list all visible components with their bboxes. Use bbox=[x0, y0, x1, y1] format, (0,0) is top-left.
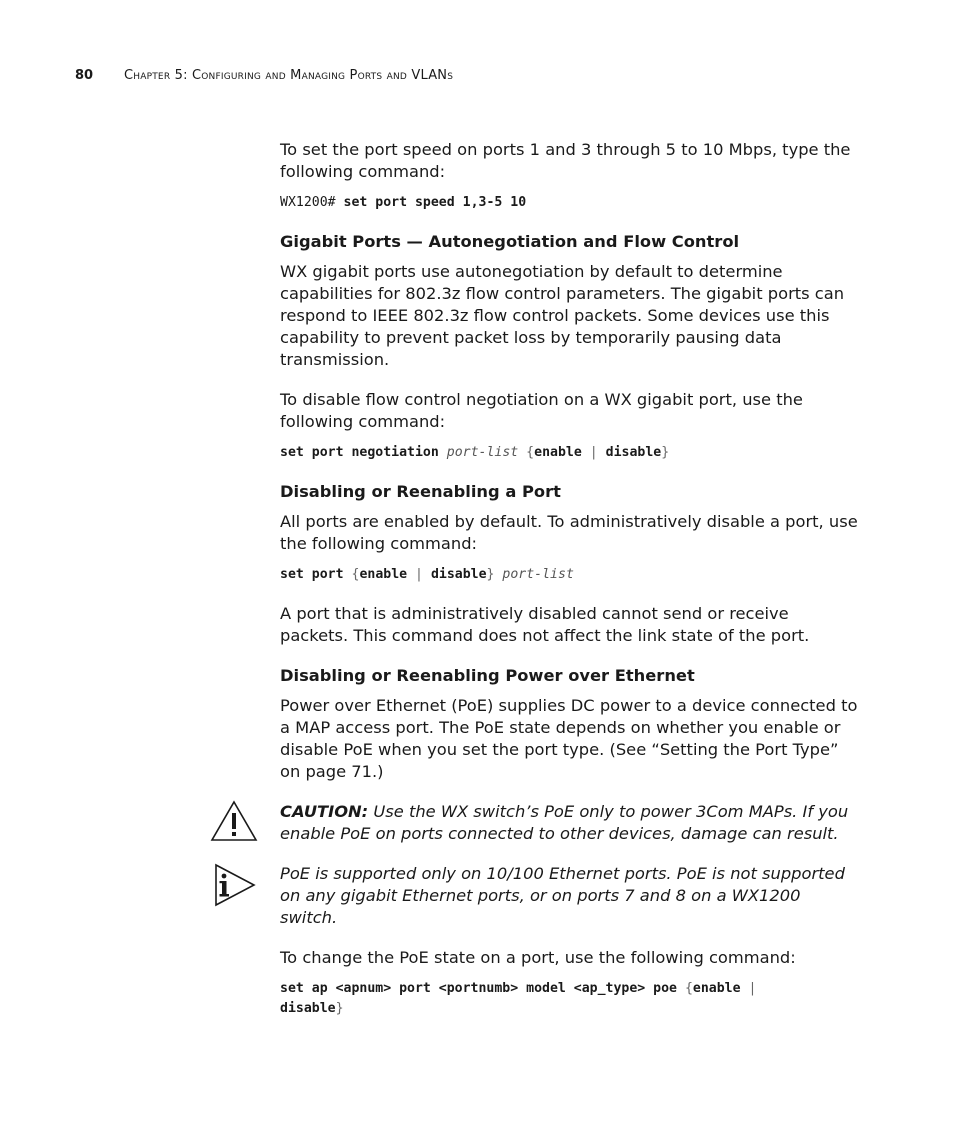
option-enable: enable bbox=[359, 567, 408, 582]
set-port-command bbox=[280, 565, 860, 585]
command-argument: port-list bbox=[502, 567, 574, 582]
page-header bbox=[75, 68, 453, 83]
poe-command bbox=[280, 979, 860, 1019]
option-enable: enable bbox=[692, 981, 741, 996]
chapter-title: Chapter 5: Configuring and Managing Ports and VLANs bbox=[124, 68, 454, 83]
command-text: set port negotiation bbox=[280, 445, 439, 460]
caution-text: Use the WX switch’s PoE only to power 3Com MAPs. If you enable PoE on ports connected to other devices, damage can result. bbox=[280, 802, 849, 843]
note-paragraph: PoE is supported only on 10/100 Ethernet ports. PoE is not supported on any gigabit Ethernet ports, or on ports 7 and 8 on a WX1200 switch. bbox=[280, 864, 845, 927]
separator: | bbox=[748, 981, 757, 996]
command-text: set port bbox=[280, 567, 344, 582]
note-block bbox=[280, 863, 860, 929]
poe-paragraph: Power over Ethernet (PoE) supplies DC power to a device connected to a MAP access port. The PoE state depends on whether you enable or disable PoE when you set the port type. (See “Setting the Port Type” on page 71.) bbox=[280, 696, 858, 781]
disable-port-paragraph: All ports are enabled by default. To administratively disable a port, use the following command: bbox=[280, 512, 858, 553]
separator: | bbox=[415, 567, 423, 582]
brace-close: } bbox=[335, 1001, 344, 1016]
gigabit-paragraph: WX gigabit ports use autonegotiation by default to determine capabilities for 802.3z flow control parameters. The gigabit ports can respond to IEEE 802.3z flow control packets. Some devices use this capability to prevent packet loss by temporarily pausing data transmission. bbox=[280, 262, 845, 369]
brace-open: { bbox=[351, 567, 360, 582]
info-note-icon bbox=[210, 863, 258, 907]
command-argument: port-list bbox=[446, 445, 519, 460]
page-body bbox=[280, 139, 860, 1019]
page-number: 80 bbox=[75, 68, 94, 83]
disable-port-heading: Disabling or Reenabling a Port bbox=[280, 482, 561, 501]
brace-open: { bbox=[684, 981, 693, 996]
option-disable: disable bbox=[430, 567, 487, 582]
command-text: set ap <apnum> port <portnumb> model <ap_type> poe bbox=[280, 981, 677, 996]
cli-prompt: WX1200# bbox=[280, 195, 336, 210]
option-disable: disable bbox=[280, 1001, 336, 1016]
command-text: set port speed 1,3-5 10 bbox=[343, 195, 527, 210]
port-speed-command bbox=[280, 193, 860, 213]
gigabit-heading: Gigabit Ports — Autonegotiation and Flow Control bbox=[280, 232, 740, 251]
brace-open: { bbox=[526, 445, 535, 460]
flow-control-paragraph: To disable flow control negotiation on a WX gigabit port, use the following command: bbox=[280, 390, 803, 431]
intro-paragraph: To set the port speed on ports 1 and 3 through 5 to 10 Mbps, type the following command: bbox=[280, 140, 851, 181]
option-disable: disable bbox=[605, 445, 662, 460]
poe-heading: Disabling or Reenabling Power over Ethernet bbox=[280, 666, 695, 685]
separator: | bbox=[589, 445, 598, 460]
caution-triangle-icon bbox=[210, 799, 258, 843]
caution-label: CAUTION: bbox=[280, 802, 369, 821]
brace-close: } bbox=[486, 567, 495, 582]
disabled-port-paragraph: A port that is administratively disabled cannot send or receive packets. This command does not affect the link state of the port. bbox=[280, 604, 810, 645]
caution-paragraph bbox=[280, 801, 860, 845]
negotiation-command bbox=[280, 443, 860, 463]
brace-close: } bbox=[661, 445, 670, 460]
option-enable: enable bbox=[534, 445, 582, 460]
caution-block bbox=[280, 801, 860, 845]
poe-command-intro: To change the PoE state on a port, use the following command: bbox=[280, 948, 796, 967]
